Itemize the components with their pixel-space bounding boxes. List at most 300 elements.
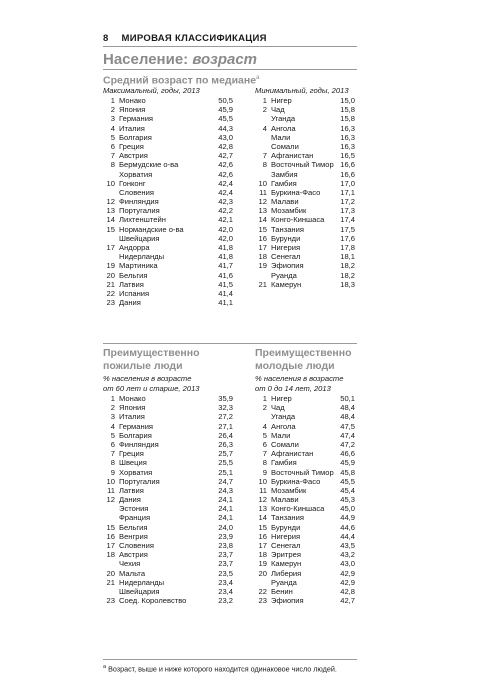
- table-row: [103, 587, 233, 596]
- table-row: [255, 394, 355, 403]
- rank: 21: [106, 279, 115, 289]
- value: 23,8: [218, 541, 233, 550]
- table-row: [255, 160, 355, 169]
- value: 17,1: [340, 187, 355, 197]
- table-row: [103, 298, 233, 307]
- value: 24,0: [218, 522, 233, 532]
- country: Нигерия: [271, 243, 301, 252]
- divider-rule: [103, 343, 357, 344]
- table-row: [103, 532, 233, 541]
- country: Германия: [119, 421, 154, 431]
- value: 42,2: [218, 206, 233, 216]
- value: 26,4: [218, 430, 233, 440]
- country: Эфиопия: [271, 261, 304, 271]
- rank: 23: [258, 596, 267, 606]
- value: 18,3: [340, 279, 355, 289]
- rank: 6: [110, 439, 115, 449]
- country: Финляндия: [119, 439, 159, 449]
- table-row: [103, 504, 233, 513]
- table-row: [255, 550, 355, 559]
- value: 42,0: [218, 233, 233, 243]
- rank: 8: [110, 160, 115, 170]
- country: Нидерланды: [119, 252, 165, 262]
- section-rule: [103, 69, 357, 70]
- rank: 5: [110, 132, 115, 142]
- table-row: [255, 114, 355, 123]
- country: Руанда: [271, 577, 297, 587]
- country: Эритрея: [271, 550, 301, 560]
- value: 45,5: [218, 114, 233, 124]
- value: 23,4: [218, 586, 233, 596]
- table-row: [103, 243, 233, 252]
- rank: 2: [262, 403, 267, 413]
- table-row: [255, 523, 355, 532]
- country: Бельгия: [119, 270, 148, 280]
- value: 42,7: [218, 151, 233, 161]
- table-row: [103, 541, 233, 550]
- rank: 12: [258, 197, 267, 207]
- value: 24,1: [218, 513, 233, 523]
- value: 47,4: [340, 430, 355, 440]
- rank: 17: [106, 541, 115, 550]
- rank: 4: [110, 421, 115, 431]
- value: 32,3: [218, 403, 233, 413]
- table-row: [255, 422, 355, 431]
- table-row: [255, 458, 355, 467]
- rank: 13: [258, 206, 267, 216]
- value: 41,8: [218, 252, 233, 262]
- table-row: [255, 495, 355, 504]
- country: Мартиника: [119, 261, 158, 271]
- country: Сомали: [271, 439, 299, 449]
- value: 48,4: [340, 403, 355, 413]
- rank: 12: [258, 495, 267, 505]
- value: 26,3: [218, 439, 233, 449]
- country: Афганистан: [271, 151, 314, 161]
- table-row: [103, 513, 233, 522]
- table-row: [103, 394, 233, 403]
- table-row: [255, 133, 355, 142]
- value: 43,0: [340, 559, 355, 569]
- value: 41,5: [218, 279, 233, 289]
- country: Уганда: [271, 114, 296, 124]
- rank: 2: [110, 105, 115, 115]
- country: Чад: [271, 403, 285, 413]
- table-row: [103, 495, 233, 504]
- table-row: [255, 261, 355, 270]
- value: 23,5: [218, 568, 233, 578]
- country: Сенегал: [271, 252, 301, 262]
- country: Бермудские о-ва: [119, 160, 179, 170]
- table-row: [103, 550, 233, 559]
- table-row: [103, 142, 233, 151]
- table-row: [103, 412, 233, 421]
- old-title: Преимущественно пожилые люди: [103, 347, 200, 372]
- value: 17,2: [340, 197, 355, 207]
- rank: 15: [258, 224, 267, 234]
- table-row: [255, 243, 355, 252]
- table-row: [255, 468, 355, 477]
- rank: 6: [262, 439, 267, 449]
- country: Мали: [271, 132, 291, 142]
- country: Конго-Киншаса: [271, 215, 325, 225]
- country: Либерия: [271, 568, 302, 578]
- country: Конго-Киншаса: [271, 504, 325, 514]
- footnote: [103, 664, 337, 673]
- rank: 21: [258, 279, 267, 289]
- value: 16,3: [340, 141, 355, 151]
- rank: 7: [110, 449, 115, 459]
- table-row: [103, 151, 233, 160]
- value: 16,5: [340, 151, 355, 161]
- table-row: [103, 225, 233, 234]
- table-row: [103, 449, 233, 458]
- country: Гамбия: [271, 458, 297, 468]
- country: Буркина-Фасо: [271, 476, 321, 486]
- young-caption: % населения в возрасте от 0 до 14 лет, 2013: [255, 374, 344, 393]
- country: Малави: [271, 495, 299, 505]
- country: Нидерланды: [119, 577, 165, 587]
- country: Бельгия: [119, 522, 148, 532]
- country: Малави: [271, 197, 299, 207]
- rank: 4: [110, 123, 115, 133]
- country: Хорватия: [119, 467, 153, 477]
- value: 42,3: [218, 197, 233, 207]
- value: 27,2: [218, 412, 233, 422]
- country: Италия: [119, 412, 145, 422]
- country: Латвия: [119, 485, 144, 495]
- table-row: [255, 252, 355, 261]
- median-min-table: [255, 96, 355, 289]
- table-row: [103, 261, 233, 270]
- country: Дания: [119, 298, 141, 308]
- rank: 20: [106, 568, 115, 578]
- rank: 5: [262, 430, 267, 440]
- rank: 21: [106, 577, 115, 587]
- country: Швейцария: [119, 233, 160, 243]
- table-row: [103, 486, 233, 495]
- country: Восточный Тимор: [271, 160, 334, 170]
- table-row: [255, 431, 355, 440]
- value: 50,1: [340, 394, 355, 403]
- country: Камерун: [271, 559, 302, 569]
- country: Нормандские о-ва: [119, 224, 184, 234]
- country: Ангола: [271, 123, 296, 133]
- rank: 22: [106, 288, 115, 298]
- country: Нигер: [271, 96, 292, 105]
- value: 41,1: [218, 298, 233, 308]
- table-row: [103, 96, 233, 105]
- rank: 5: [110, 430, 115, 440]
- country: Швеция: [119, 458, 147, 468]
- rank: 15: [106, 522, 115, 532]
- table-row: [255, 486, 355, 495]
- country: Латвия: [119, 279, 144, 289]
- value: 46,6: [340, 449, 355, 459]
- table-row: [103, 170, 233, 179]
- table-row: [255, 412, 355, 421]
- median-title: Средний возраст по медиане$^а$: [103, 74, 260, 87]
- rank: 1: [262, 96, 267, 105]
- table-row: [103, 197, 233, 206]
- value: 18,2: [340, 270, 355, 280]
- value: 25,5: [218, 458, 233, 468]
- table-row: [255, 197, 355, 206]
- country: Япония: [119, 403, 146, 413]
- rank: 3: [110, 412, 115, 422]
- rank: 16: [258, 531, 267, 541]
- value: 44,4: [340, 531, 355, 541]
- value: 41,4: [218, 288, 233, 298]
- table-row: [255, 541, 355, 550]
- table-row: [255, 215, 355, 224]
- value: 25,1: [218, 467, 233, 477]
- section-title-italic: возраст: [192, 51, 258, 68]
- rank: 22: [258, 586, 267, 596]
- country: Гамбия: [271, 178, 297, 188]
- country: Сомали: [271, 141, 299, 151]
- table-row: [255, 179, 355, 188]
- rank: 4: [262, 123, 267, 133]
- table-row: [255, 449, 355, 458]
- value: 42,8: [218, 141, 233, 151]
- value: 24,1: [218, 504, 233, 514]
- country: Сенегал: [271, 541, 301, 550]
- value: 41,7: [218, 261, 233, 271]
- rank: 19: [258, 261, 267, 271]
- table-row: [103, 431, 233, 440]
- country: Бурунди: [271, 233, 301, 243]
- table-row: [255, 513, 355, 522]
- rank: 13: [258, 504, 267, 514]
- country: Болгария: [119, 132, 152, 142]
- section-title: Население: возраст: [103, 51, 258, 68]
- table-row: [103, 234, 233, 243]
- value: 23,9: [218, 531, 233, 541]
- value: 43,0: [218, 132, 233, 142]
- rank: 10: [106, 178, 115, 188]
- rank: 18: [258, 252, 267, 262]
- value: 17,5: [340, 224, 355, 234]
- rank: 1: [110, 394, 115, 403]
- value: 47,2: [340, 439, 355, 449]
- rank: 15: [106, 224, 115, 234]
- country: Финляндия: [119, 197, 159, 207]
- country: Восточный Тимор: [271, 467, 334, 477]
- rank: 7: [110, 151, 115, 161]
- value: 45,8: [340, 467, 355, 477]
- table-row: [103, 252, 233, 261]
- table-row: [103, 468, 233, 477]
- value: 44,9: [340, 513, 355, 523]
- value: 23,7: [218, 550, 233, 560]
- country: Австрия: [119, 151, 148, 161]
- value: 16,6: [340, 160, 355, 170]
- value: 16,3: [340, 123, 355, 133]
- rank: 8: [262, 160, 267, 170]
- median-left-caption: Максимальный, годы, 2013: [103, 86, 200, 95]
- table-row: [103, 440, 233, 449]
- country: Италия: [119, 123, 145, 133]
- country: Замбия: [271, 169, 298, 179]
- country: Бурунди: [271, 522, 301, 532]
- value: 42,6: [218, 169, 233, 179]
- rank: 4: [262, 421, 267, 431]
- rank: 11: [259, 187, 267, 197]
- country: Португалия: [119, 206, 160, 216]
- rank: 3: [110, 114, 115, 124]
- rank: 19: [106, 261, 115, 271]
- country: Лихтенштейн: [119, 215, 166, 225]
- page-number: 8: [103, 33, 109, 44]
- table-row: [255, 403, 355, 412]
- country: Эфиопия: [271, 596, 304, 606]
- value: 15,8: [340, 114, 355, 124]
- rank: 9: [110, 467, 115, 477]
- table-row: [255, 124, 355, 133]
- country: Словения: [119, 541, 154, 550]
- country: Танзания: [271, 513, 304, 523]
- table-row: [255, 559, 355, 568]
- value: 42,1: [218, 215, 233, 225]
- country: Мальта: [119, 568, 146, 578]
- country: Португалия: [119, 476, 160, 486]
- table-row: [103, 477, 233, 486]
- rank: 17: [106, 243, 115, 252]
- rank: 15: [258, 522, 267, 532]
- table-row: [255, 105, 355, 114]
- table-row: [103, 578, 233, 587]
- median-max-table: [103, 96, 233, 307]
- table-row: [103, 206, 233, 215]
- table-row: [103, 559, 233, 568]
- country: Бенин: [271, 586, 293, 596]
- table-row: [103, 160, 233, 169]
- table-row: [103, 458, 233, 467]
- table-row: [103, 133, 233, 142]
- table-row: [255, 188, 355, 197]
- table-row: [103, 271, 233, 280]
- table-row: [103, 179, 233, 188]
- country: Германия: [119, 114, 154, 124]
- country: Уганда: [271, 412, 296, 422]
- rank: 11: [107, 485, 115, 495]
- country: Австрия: [119, 550, 148, 560]
- country: Монако: [119, 96, 146, 105]
- table-row: [255, 596, 355, 605]
- value: 43,5: [340, 541, 355, 550]
- rank: 14: [258, 215, 267, 225]
- value: 43,2: [340, 550, 355, 560]
- country: Гонконг: [119, 178, 146, 188]
- table-row: [103, 124, 233, 133]
- rank: 8: [262, 458, 267, 468]
- rank: 23: [106, 596, 115, 606]
- value: 45,3: [340, 495, 355, 505]
- table-row: [255, 170, 355, 179]
- table-row: [103, 215, 233, 224]
- table-row: [103, 289, 233, 298]
- country: Чад: [271, 105, 285, 115]
- table-row: [103, 596, 233, 605]
- footnote-marker: а: [103, 664, 107, 670]
- value: 42,9: [340, 577, 355, 587]
- value: 42,8: [340, 586, 355, 596]
- rank: 17: [258, 541, 267, 550]
- rank: 7: [262, 151, 267, 161]
- value: 42,4: [218, 178, 233, 188]
- value: 42,6: [218, 160, 233, 170]
- value: 42,9: [340, 568, 355, 578]
- table-row: [255, 206, 355, 215]
- country: Соед. Королевство: [119, 596, 187, 606]
- value: 47,5: [340, 421, 355, 431]
- footnote-text: Возраст, выше и ниже которого находится одинаковое число людей.: [108, 664, 337, 674]
- country: Мозамбик: [271, 206, 307, 216]
- footnote-rule: [103, 659, 357, 660]
- old-caption: % населения в возрасте от 60 лет и старше, 2013: [103, 374, 200, 393]
- country: Франция: [119, 513, 151, 523]
- country: Греция: [119, 141, 144, 151]
- old-table: [103, 394, 233, 605]
- rank: 2: [110, 403, 115, 413]
- country: Андорра: [119, 243, 150, 252]
- rank: 6: [110, 141, 115, 151]
- rank: 20: [106, 270, 115, 280]
- value: 17,8: [340, 243, 355, 252]
- country: Дания: [119, 495, 141, 505]
- country: Венгрия: [119, 531, 148, 541]
- country: Испания: [119, 288, 150, 298]
- value: 27,1: [218, 421, 233, 431]
- value: 17,4: [340, 215, 355, 225]
- country: Буркина-Фасо: [271, 187, 321, 197]
- country: Афганистан: [271, 449, 314, 459]
- country: Швейцария: [119, 586, 160, 596]
- value: 17,3: [340, 206, 355, 216]
- value: 16,3: [340, 132, 355, 142]
- country: Ангола: [271, 421, 296, 431]
- rank: 19: [258, 559, 267, 569]
- value: 23,2: [218, 596, 233, 606]
- rank: 23: [106, 298, 115, 308]
- rank: 7: [262, 449, 267, 459]
- rank: 14: [258, 513, 267, 523]
- value: 42,0: [218, 224, 233, 234]
- value: 18,2: [340, 261, 355, 271]
- rank: 1: [110, 96, 115, 105]
- table-row: [255, 532, 355, 541]
- rank: 2: [262, 105, 267, 115]
- country: Монако: [119, 394, 146, 403]
- rank: 8: [110, 458, 115, 468]
- table-row: [255, 477, 355, 486]
- value: 17,0: [340, 178, 355, 188]
- country: Греция: [119, 449, 144, 459]
- country: Чехия: [119, 559, 141, 569]
- country: Танзания: [271, 224, 304, 234]
- table-row: [103, 422, 233, 431]
- table-row: [103, 188, 233, 197]
- value: 24,7: [218, 476, 233, 486]
- rank: 18: [258, 550, 267, 560]
- rank: 12: [106, 495, 115, 505]
- table-row: [103, 403, 233, 412]
- value: 24,1: [218, 495, 233, 505]
- rank: 17: [258, 243, 267, 252]
- rank: 10: [106, 476, 115, 486]
- rank: 12: [106, 197, 115, 207]
